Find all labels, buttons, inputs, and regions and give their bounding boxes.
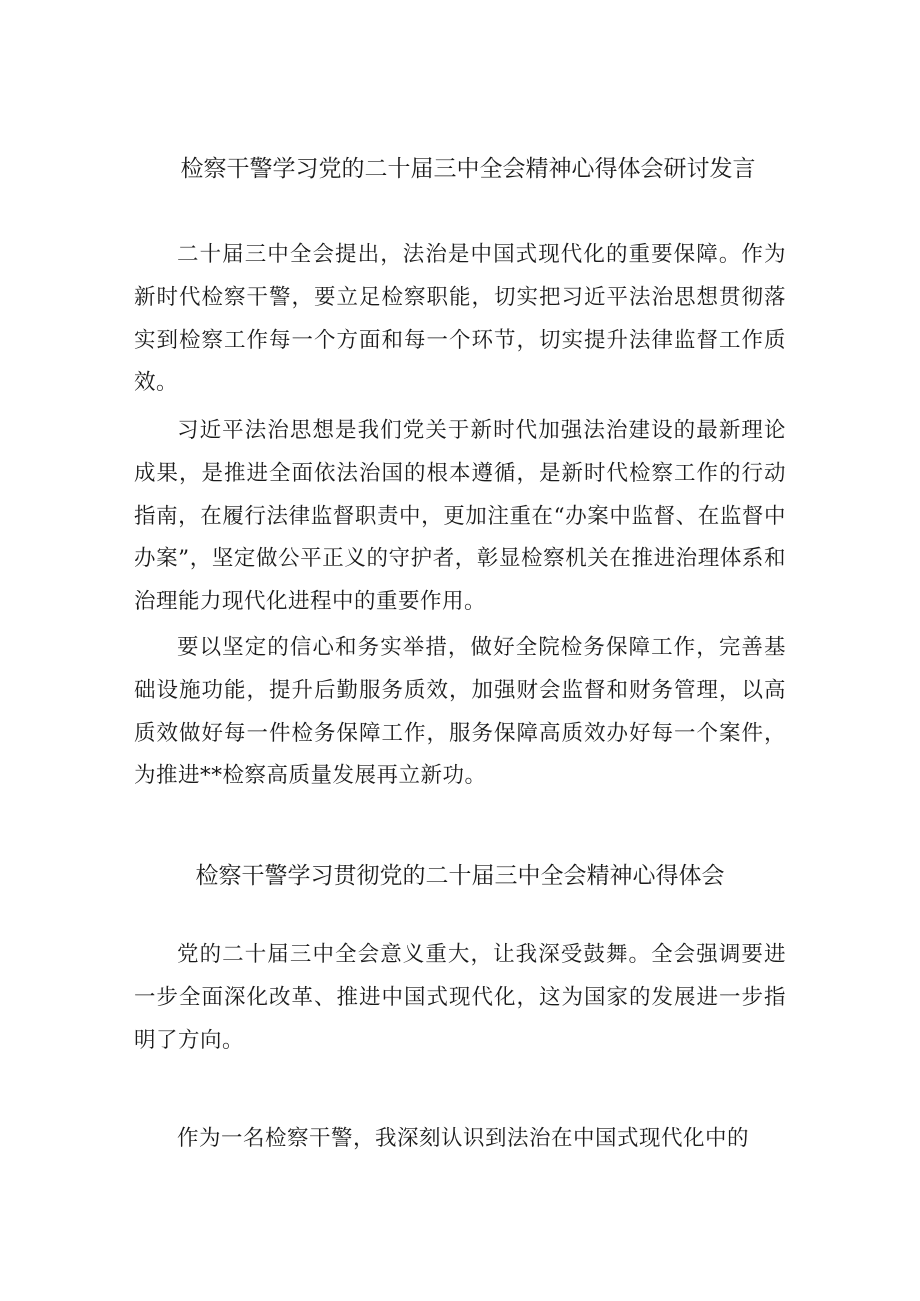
section-1-paragraph-3: 要以坚定的信心和务实举措，做好全院检务保障工作，完善基础设施功能，提升后勤服务质效，加强财会监督和财务管理，以高质效做好每一件检务保障工作，服务保障高质效办好每一个案件，为推进**检察高质量发展再立新功。 <box>134 635 786 789</box>
section-2-paragraph-2: 作为一名检察干警，我深刻认识到法治在中国式现代化中的 <box>177 1126 750 1151</box>
section-1-paragraph-2: 习近平法治思想是我们党关于新时代加强法治建设的最新理论成果，是推进全面依法治国的根本遵循，是新时代检察工作的行动指南，在履行法律监督职责中，更加注重在“办案中监督、在监督中办案”，坚定做公平正义的守护者，彰显检察机关在推进治理体系和治理能力现代化进程中的重要作用。 <box>134 418 786 615</box>
section-2-paragraph-1: 党的二十届三中全会意义重大，让我深受鼓舞。全会强调要进一步全面深化改革、推进中国式现代化，这为国家的发展进一步指明了方向。 <box>134 942 786 1053</box>
section-2-title: 检察干警学习贯彻党的二十届三中全会精神心得体会 <box>195 863 725 889</box>
section-1-paragraph-1: 二十届三中全会提出，法治是中国式现代化的重要保障。作为新时代检察干警，要立足检察职能，切实把习近平法治思想贯彻落实到检察工作每一个方面和每一个环节，切实提升法律监督工作质效。 <box>134 242 786 396</box>
section-1-title: 检察干警学习党的二十届三中全会精神心得体会研讨发言 <box>180 156 756 182</box>
